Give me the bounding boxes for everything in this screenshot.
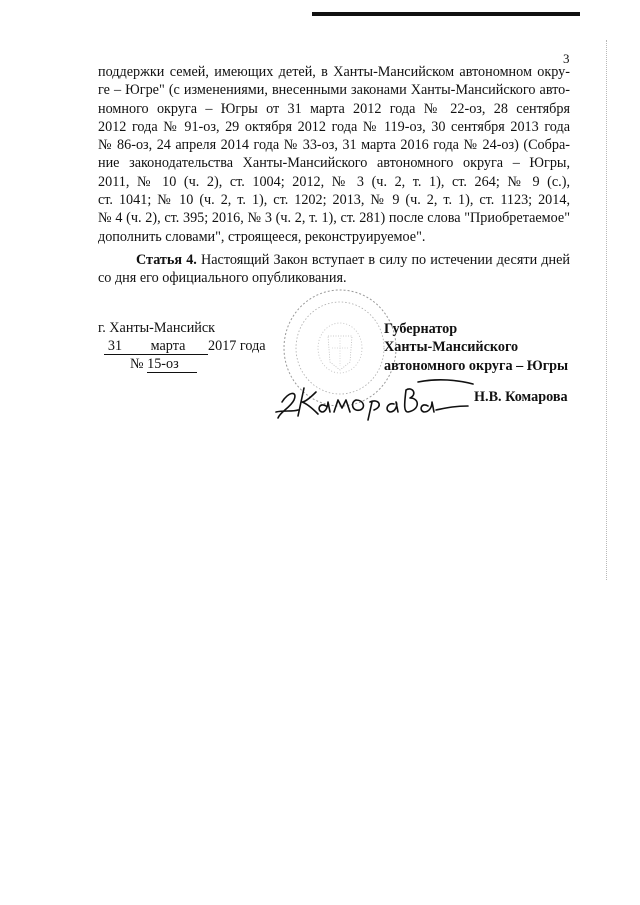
article-line <box>98 251 570 269</box>
body-line: 2011, № 10 (ч. 2), ст. 1004; 2012, № 3 (ч. 2, т. 1), ст. 264; № 9 (с.), <box>98 173 570 190</box>
law-body-paragraph <box>98 63 570 246</box>
underline-gap <box>126 339 140 355</box>
body-line: 2012 года № 91-оз, 29 октября 2012 года № 119-оз, 30 сентября 2013 года <box>98 118 570 135</box>
body-line: № 4 (ч. 2), ст. 395; 2016, № 3 (ч. 2, т. 1), ст. 281) после слова "Приобретаемое" <box>98 210 570 227</box>
scan-edge-line <box>606 40 607 580</box>
body-line: ние законодательства Ханты-Мансийского автономного округа – Югры, <box>98 155 570 172</box>
underline-gap <box>196 339 208 355</box>
governor-title <box>384 320 568 375</box>
governor-title-line: автономного округа – Югры <box>384 357 569 374</box>
page-number: 3 <box>563 51 570 66</box>
signing-month: марта <box>140 339 196 355</box>
article-line: со дня его официального опубликования. <box>98 270 347 287</box>
governor-title-line: Губернатор <box>384 321 458 337</box>
signing-place: г. Ханты-Мансийск <box>98 320 216 336</box>
body-line: № 86-оз, 24 апреля 2014 года № 33-оз, 31 марта 2016 года № 24-оз) (Собра- <box>98 137 570 154</box>
body-line: дополнить словами", строящееся, реконструируемое". <box>98 228 426 245</box>
governor-title-line: Ханты-Мансийского <box>384 339 519 356</box>
article-label: Статья 4. <box>136 252 197 268</box>
header-rule <box>312 12 580 16</box>
signing-date <box>104 338 266 355</box>
body-line: номного округа – Югры от 31 марта 2012 года № 22-оз, 28 сентября <box>98 100 570 117</box>
signing-year: 2017 года <box>208 338 266 354</box>
article-text: Настоящий Закон вступает в силу по истечении десяти дней <box>201 252 571 268</box>
number-sign: № <box>130 356 144 372</box>
body-line: ст. 1041; № 10 (ч. 2, т. 1), ст. 1202; 2013, № 9 (ч. 2, т. 1), ст. 1123; 2014, <box>98 192 570 209</box>
body-line: ге – Югре" (с изменениями, внесенными законами Ханты-Мансийского авто- <box>98 82 570 99</box>
article-4-paragraph <box>98 251 570 288</box>
signing-day: 31 <box>104 339 126 355</box>
body-line: поддержки семей, имеющих детей, в Ханты-Мансийском автономном окру- <box>98 64 570 80</box>
law-number <box>130 356 197 373</box>
handwritten-signature <box>268 372 483 422</box>
law-number-value: 15-оз <box>147 357 197 373</box>
governor-name: Н.В. Комарова <box>474 389 568 405</box>
